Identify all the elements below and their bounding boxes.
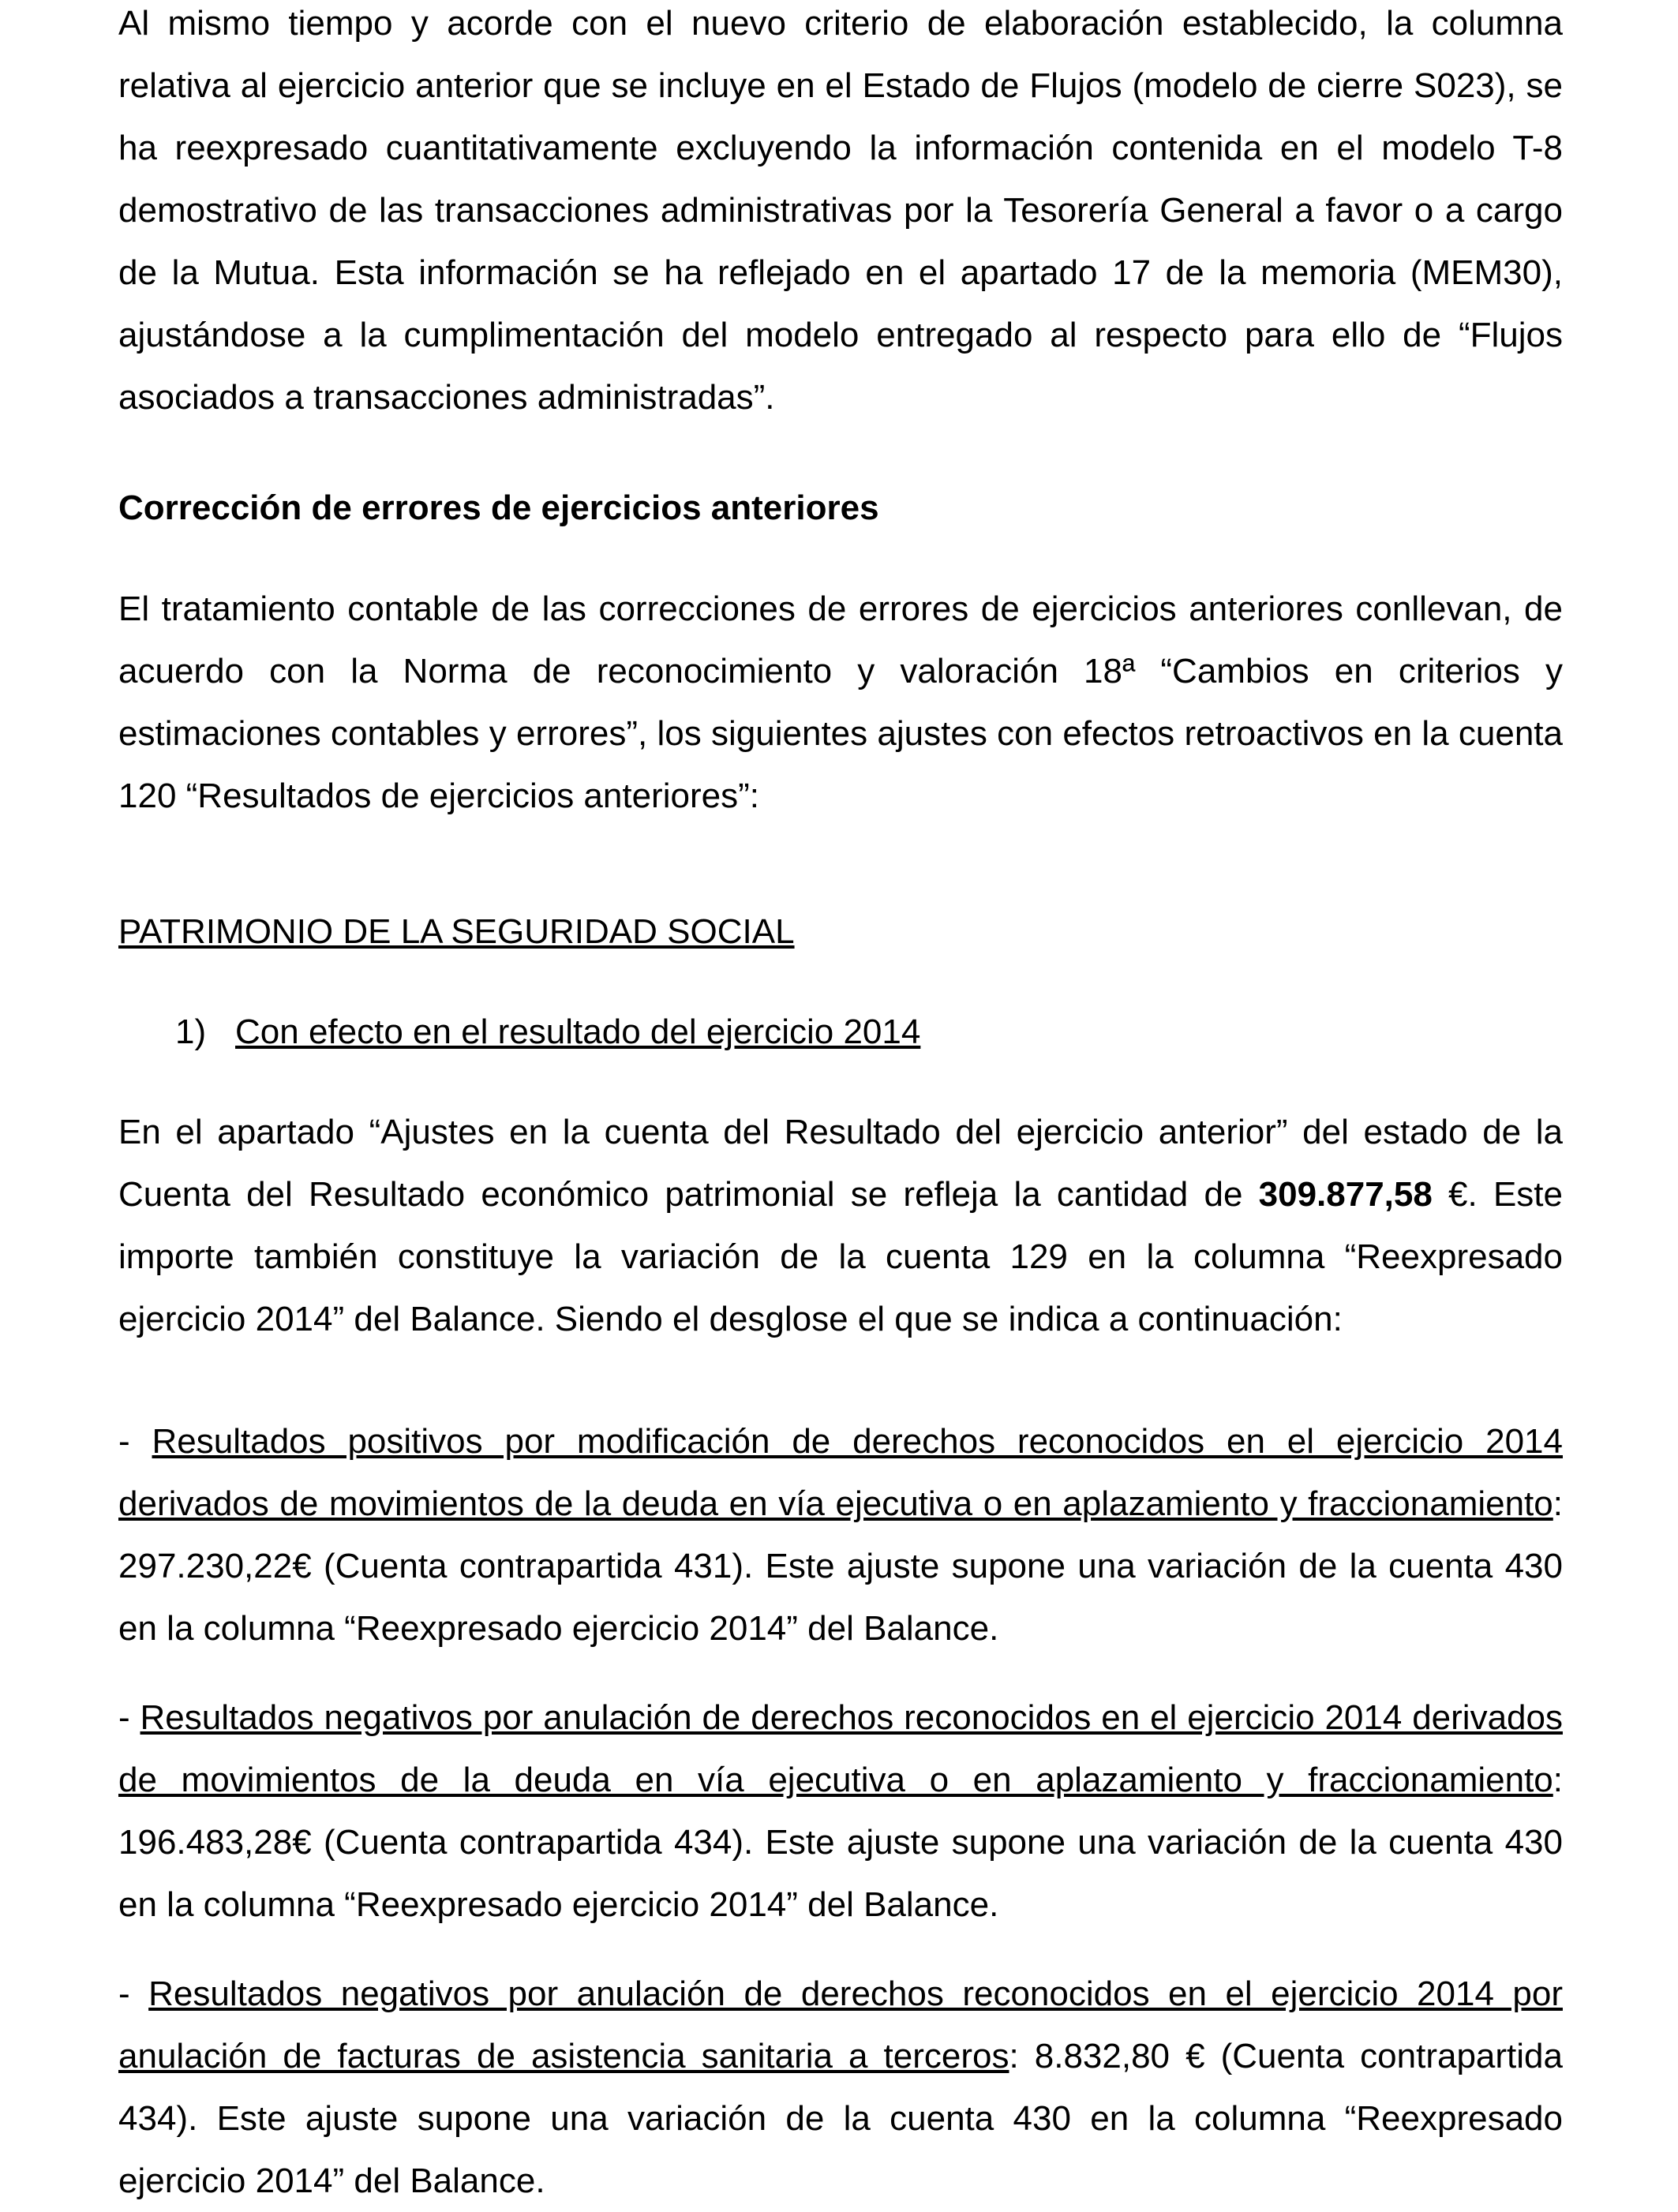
breakdown-title: Resultados negativos por anulación de derechos reconocidos en el ejercicio 2014 por anulación de facturas de asistencia sanitaria a terceros <box>118 1974 1563 2075</box>
breakdown-prefix: - <box>118 1698 140 1737</box>
adjustment-amount: 309.877,58 <box>1258 1175 1433 1214</box>
breakdown-item-1 <box>118 1410 1563 1660</box>
breakdown-rest: : 8.832,80 € (Cuenta contrapartida 434). Este ajuste supone una variación de la cuenta 430 en la columna “Reexpresado ejercicio 2014” del Balance. <box>118 2037 1563 2200</box>
adjustments-text-after: €. Este importe también constituye la variación de la cuenta 129 en la columna “Reexpresado ejercicio 2014” del Balance. Siendo el desglose el que se indica a continuación: <box>118 1175 1563 1338</box>
intro-paragraph: Al mismo tiempo y acorde con el nuevo criterio de elaboración establecido, la columna relativa al ejercicio anterior que se incluye en el Estado de Flujos (modelo de cierre S023), se ha reexpresado cuantitativamente excluyendo la información contenida en el modelo T-8 demostrativo de las transacciones administrativas por la Tesorería General a favor o a cargo de la Mutua. Esta información se ha reflejado en el apartado 17 de la memoria (MEM30), ajustándose a la cumplimentación del modelo entregado al respecto para ello de “Flujos asociados a transacciones administradas”. <box>118 4 1563 417</box>
corrections-paragraph: El tratamiento contable de las correcciones de errores de ejercicios anteriores conllevan, de acuerdo con la Norma de reconocimiento y valoración 18ª “Cambios en criterios y estimaciones contables y errores”, los siguientes ajustes con efectos retroactivos en la cuenta 120 “Resultados de ejercicios anteriores”: <box>118 589 1563 815</box>
breakdown-prefix: - <box>118 1422 152 1461</box>
breakdown-rest: : 196.483,28€ (Cuenta contrapartida 434). Este ajuste supone una variación de la cuenta 430 en la columna “Reexpresado ejercicio 2014” del Balance. <box>118 1761 1563 1924</box>
adjustments-text-before: En el apartado “Ajustes en la cuenta del Resultado del ejercicio anterior” del estado de la Cuenta del Resultado económico patrimonial se refleja la cantidad de <box>118 1113 1563 1214</box>
heading-corrections: Corrección de errores de ejercicios anteriores <box>118 488 879 527</box>
breakdown-prefix: - <box>118 1974 149 2013</box>
section-title: PATRIMONIO DE LA SEGURIDAD SOCIAL <box>118 912 795 951</box>
adjustments-paragraph <box>118 1101 1563 1350</box>
breakdown-item-2 <box>118 1686 1563 1936</box>
breakdown-rest: : 297.230,22€ (Cuenta contrapartida 431). Este ajuste supone una variación de la cuenta 430 en la columna “Reexpresado ejercicio 2014” del Balance. <box>118 1484 1563 1648</box>
breakdown-item-3 <box>118 1963 1563 2212</box>
breakdown-title: Resultados negativos por anulación de derechos reconocidos en el ejercicio 2014 derivados de movimientos de la deuda en vía ejecutiva o en aplazamiento y fraccionamiento <box>118 1698 1563 1799</box>
breakdown-title: Resultados positivos por modificación de derechos reconocidos en el ejercicio 2014 derivados de movimientos de la deuda en vía ejecutiva o en aplazamiento y fraccionamiento <box>118 1422 1563 1523</box>
numbered-item-1 <box>175 1009 920 1056</box>
item-text: Con efecto en el resultado del ejercicio 2014 <box>235 1012 921 1051</box>
item-number: 1) <box>175 1012 207 1051</box>
